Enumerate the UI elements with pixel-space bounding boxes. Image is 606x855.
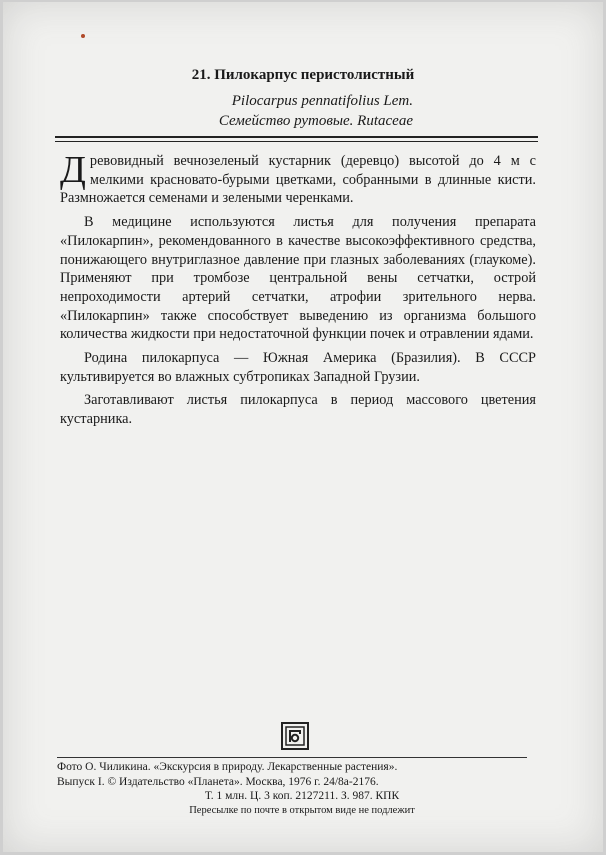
imprint-line-1: Фото О. Чиликина. «Экскурсия в природу. Лекарственные растения». (57, 761, 398, 773)
drop-cap: Д (60, 149, 86, 191)
paper-speck (81, 34, 85, 38)
page-title: 21. Пилокарпус перистолистный (191, 67, 415, 83)
publisher-logo-icon (281, 722, 309, 750)
paragraph-1 (60, 149, 536, 208)
paragraph-3: Родина пилокарпуса — Южная Америка (Бразилия). В СССР культивируется во влажных субтропиках Западной Грузии. (60, 350, 536, 385)
title-rule-thick (55, 136, 538, 138)
imprint-rule (57, 757, 527, 758)
imprint-line-4: Пересылке по почте в открытом виде не подлежит (189, 804, 415, 816)
paragraph-2: В медицине используются листья для получения препарата «Пилокарпин», рекомендованного в качестве высокоэффективного средства, понижающего внутриглазное давление при глазных заболеваниях (глаукоме). Применяют при тромбозе центральной вены сетчатки, острой непроходимости артерий сетчатки, атрофии зрительного нерва. «Пилокарпин» также способствует выведению из организма большого количества жидкости при недостаточной функции почек и отравлении ядами. (60, 214, 536, 343)
paragraph-1-text: ревовидный вечнозеленый кустарник (деревцо) высотой до 4 м с мелкими красновато-бурыми цветками, собранными в длинные кисти. Размножается семенами и зелеными черенками. (60, 153, 536, 207)
subtitle-block (219, 91, 413, 131)
title-rule-thin (55, 141, 538, 142)
article-body (60, 149, 536, 434)
imprint-line-2: Выпуск I. © Издательство «Планета». Москва, 1976 г. 24/8а-2176. (57, 775, 379, 788)
imprint-block (57, 760, 537, 818)
latin-name: Pilocarpus pennatifolius Lem. (231, 93, 413, 109)
family-name: Семейство рутовые. Rutaceae (218, 113, 413, 129)
imprint-line-3: Т. 1 млн. Ц. 3 коп. 2127211. З. 987. КПК (204, 790, 400, 802)
paragraph-4: Заготавливают листья пилокарпуса в период массового цветения кустарника. (60, 392, 536, 428)
